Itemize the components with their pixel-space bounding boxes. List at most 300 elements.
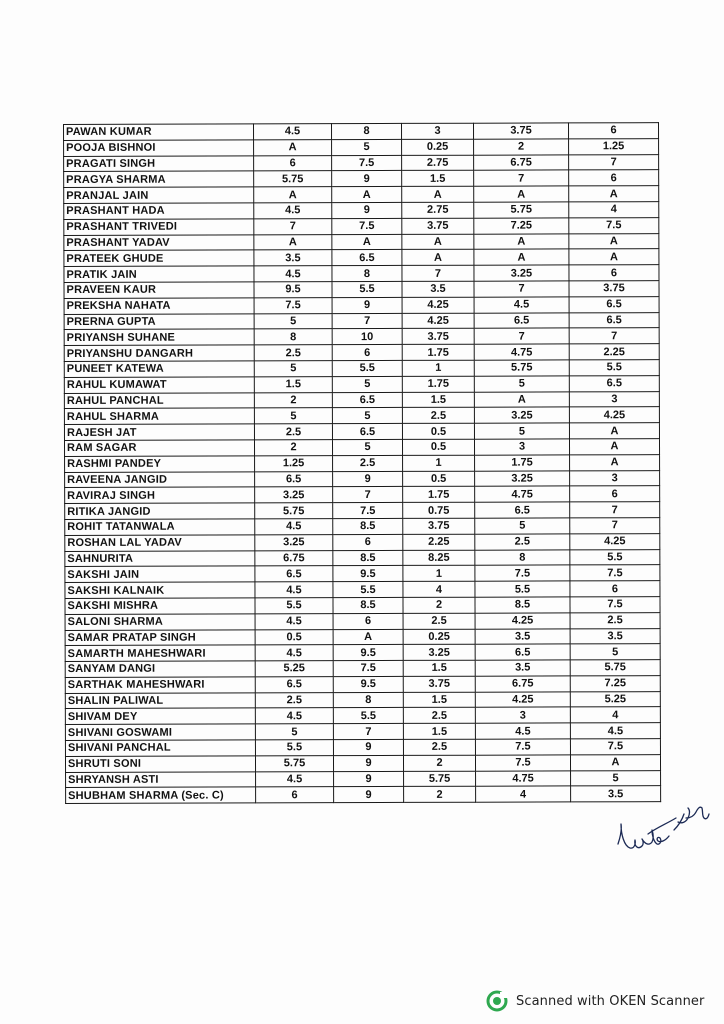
score-cell-4: 3.75 bbox=[473, 123, 568, 139]
score-cell-2: 8.5 bbox=[333, 518, 403, 534]
score-cell-4: 3 bbox=[474, 439, 569, 455]
score-cell-5: 5.5 bbox=[569, 360, 659, 376]
score-cell-1: 7.5 bbox=[254, 297, 332, 313]
score-cell-4: 3.25 bbox=[474, 265, 569, 281]
score-cell-2: 7 bbox=[333, 487, 403, 503]
score-cell-1: 1.25 bbox=[255, 455, 333, 471]
student-name-cell: PRAVEEN KAUR bbox=[64, 282, 254, 298]
student-name-cell: SHIVAM DEY bbox=[65, 708, 255, 724]
score-cell-3: 2 bbox=[403, 597, 475, 613]
score-cell-3: 4.25 bbox=[402, 297, 474, 313]
score-cell-3: 1 bbox=[403, 455, 475, 471]
score-cell-4: 4.25 bbox=[475, 613, 570, 629]
table-row bbox=[65, 676, 660, 694]
score-cell-4: 2 bbox=[474, 139, 569, 155]
score-cell-2: 9.5 bbox=[333, 645, 403, 661]
table-row bbox=[64, 265, 659, 283]
score-cell-5: 3 bbox=[570, 470, 660, 486]
score-cell-3: 1.5 bbox=[402, 392, 474, 408]
score-cell-2: 9 bbox=[332, 171, 402, 187]
score-cell-2: 5.5 bbox=[333, 708, 403, 724]
score-cell-4: 3.5 bbox=[475, 660, 570, 676]
score-cell-4: 3.5 bbox=[475, 628, 570, 644]
score-cell-4: 5.75 bbox=[474, 202, 569, 218]
student-name-cell: SAHNURITA bbox=[65, 550, 255, 566]
score-cell-4: 5 bbox=[475, 518, 570, 534]
score-cell-5: 6.5 bbox=[569, 375, 659, 391]
score-cell-2: A bbox=[332, 234, 402, 250]
table-row bbox=[65, 581, 660, 599]
score-cell-3: 2.25 bbox=[403, 534, 475, 550]
table-row bbox=[64, 312, 659, 330]
score-cell-3: 1.75 bbox=[402, 376, 474, 392]
score-cell-2: 6 bbox=[333, 534, 403, 550]
score-cell-3: 2.75 bbox=[402, 155, 474, 171]
table-row bbox=[65, 707, 660, 725]
score-cell-1: 5 bbox=[254, 361, 332, 377]
score-cell-3: 2 bbox=[403, 755, 475, 771]
score-cell-4: 6.5 bbox=[474, 312, 569, 328]
score-cell-5: A bbox=[569, 439, 659, 455]
table-row bbox=[65, 549, 660, 567]
score-cell-1: 5.75 bbox=[255, 503, 333, 519]
score-cell-3: 3.75 bbox=[402, 218, 474, 234]
score-cell-1: 1.5 bbox=[254, 376, 332, 392]
score-cell-2: 9 bbox=[333, 740, 403, 756]
score-cell-4: 4.75 bbox=[475, 486, 570, 502]
table-row bbox=[64, 423, 659, 441]
score-cell-2: 5.5 bbox=[332, 360, 402, 376]
score-cell-5: 1.25 bbox=[569, 138, 659, 154]
score-cell-3: 0.5 bbox=[403, 471, 475, 487]
marks-table bbox=[63, 122, 661, 804]
score-cell-5: 4.5 bbox=[570, 723, 660, 739]
score-cell-3: A bbox=[402, 186, 474, 202]
table-row bbox=[65, 739, 660, 757]
score-cell-4: 4.75 bbox=[476, 771, 571, 787]
score-cell-3: 0.25 bbox=[402, 139, 474, 155]
student-name-cell: SAKSHI MISHRA bbox=[65, 598, 255, 614]
score-cell-5: 3 bbox=[569, 391, 659, 407]
score-cell-1: 3.25 bbox=[255, 534, 333, 550]
score-cell-5: 2.25 bbox=[569, 344, 659, 360]
score-cell-5: 7.5 bbox=[570, 597, 660, 613]
score-cell-3: 3.75 bbox=[403, 676, 475, 692]
score-cell-1: 4.5 bbox=[254, 203, 332, 219]
table-row bbox=[64, 217, 659, 235]
score-cell-3: 7 bbox=[402, 265, 474, 281]
score-cell-1: 6.5 bbox=[255, 566, 333, 582]
table-row bbox=[65, 502, 660, 520]
student-name-cell: SAMAR PRATAP SINGH bbox=[65, 629, 255, 645]
student-name-cell: RAHUL KUMAWAT bbox=[64, 377, 254, 393]
score-cell-2: 6 bbox=[332, 345, 402, 361]
student-name-cell: PRATEEK GHUDE bbox=[64, 250, 254, 266]
student-name-cell: SHUBHAM SHARMA (Sec. C) bbox=[66, 787, 256, 803]
table-row bbox=[65, 533, 660, 551]
score-cell-2: 7 bbox=[332, 313, 402, 329]
score-cell-5: 6.5 bbox=[569, 296, 659, 312]
score-cell-3: 1 bbox=[403, 566, 475, 582]
student-name-cell: PRAGYA SHARMA bbox=[64, 171, 254, 187]
score-cell-3: 1.75 bbox=[402, 344, 474, 360]
table-row bbox=[64, 202, 659, 220]
score-cell-1: 9.5 bbox=[254, 282, 332, 298]
student-name-cell: POOJA BISHNOI bbox=[64, 140, 254, 156]
score-cell-4: 8 bbox=[475, 549, 570, 565]
table-row bbox=[65, 644, 660, 662]
score-cell-3: 3 bbox=[401, 123, 473, 139]
student-name-cell: SHALIN PALIWAL bbox=[65, 693, 255, 709]
score-cell-1: 3.5 bbox=[254, 250, 332, 266]
score-cell-5: 7.5 bbox=[570, 739, 660, 755]
table-row bbox=[64, 170, 659, 188]
score-cell-1: 6 bbox=[254, 155, 332, 171]
score-cell-3: 2 bbox=[404, 787, 476, 803]
score-cell-3: 5.75 bbox=[404, 771, 476, 787]
score-cell-4: 7 bbox=[474, 328, 569, 344]
score-cell-3: A bbox=[402, 234, 474, 250]
score-cell-3: 0.75 bbox=[403, 502, 475, 518]
table-row bbox=[66, 770, 661, 788]
score-cell-5: 7 bbox=[569, 328, 659, 344]
table-row bbox=[64, 328, 659, 346]
score-cell-3: 0.5 bbox=[402, 423, 474, 439]
score-cell-5: 7 bbox=[570, 502, 660, 518]
score-cell-1: 5.25 bbox=[255, 661, 333, 677]
score-cell-3: 2.5 bbox=[403, 708, 475, 724]
student-name-cell: ROSHAN LAL YADAV bbox=[65, 535, 255, 551]
table-row bbox=[64, 249, 659, 267]
student-name-cell: SAMARTH MAHESHWARI bbox=[65, 645, 255, 661]
score-cell-3: 1.5 bbox=[403, 692, 475, 708]
score-cell-2: 8 bbox=[332, 123, 402, 139]
table-row bbox=[64, 344, 659, 362]
score-cell-5: 6 bbox=[569, 265, 659, 281]
score-cell-4: 7.5 bbox=[475, 565, 570, 581]
score-cell-5: 6 bbox=[568, 123, 658, 139]
score-cell-1: 5 bbox=[254, 408, 332, 424]
score-cell-2: 7.5 bbox=[333, 503, 403, 519]
score-cell-1: 4.5 bbox=[255, 519, 333, 535]
score-cell-2: 9 bbox=[332, 297, 402, 313]
student-name-cell: SHRUTI SONI bbox=[65, 756, 255, 772]
score-cell-5: 7 bbox=[570, 518, 660, 534]
score-cell-2: A bbox=[333, 629, 403, 645]
table-row bbox=[64, 360, 659, 378]
table-row bbox=[64, 138, 659, 156]
score-cell-4: 2.5 bbox=[475, 534, 570, 550]
score-cell-2: 8.5 bbox=[333, 550, 403, 566]
score-cell-4: 8.5 bbox=[475, 597, 570, 613]
score-cell-2: 9 bbox=[333, 755, 403, 771]
score-cell-4: 5.75 bbox=[474, 360, 569, 376]
score-cell-1: 3.25 bbox=[255, 487, 333, 503]
score-cell-1: A bbox=[254, 187, 332, 203]
score-cell-2: 5.5 bbox=[332, 281, 402, 297]
score-cell-1: 5.75 bbox=[255, 756, 333, 772]
score-cell-1: 4.5 bbox=[254, 124, 332, 140]
student-name-cell: RAHUL SHARMA bbox=[64, 408, 254, 424]
table-row bbox=[65, 454, 660, 472]
student-name-cell: RAM SAGAR bbox=[64, 440, 254, 456]
score-cell-2: 5 bbox=[332, 408, 402, 424]
scanner-watermark bbox=[486, 990, 704, 1012]
student-name-cell: RASHMI PANDEY bbox=[65, 456, 255, 472]
score-cell-5: 3.5 bbox=[571, 786, 661, 802]
score-cell-4: 4.5 bbox=[474, 297, 569, 313]
score-cell-3: 2.5 bbox=[403, 613, 475, 629]
score-cell-3: 3.5 bbox=[402, 281, 474, 297]
marks-table-body bbox=[64, 123, 661, 804]
score-cell-2: 9.5 bbox=[333, 676, 403, 692]
student-name-cell: RAJESH JAT bbox=[64, 424, 254, 440]
score-cell-1: 6.5 bbox=[255, 471, 333, 487]
score-cell-5: 7.25 bbox=[570, 676, 660, 692]
score-cell-2: 9.5 bbox=[333, 566, 403, 582]
score-cell-4: 4 bbox=[476, 786, 571, 802]
score-cell-4: 6.5 bbox=[475, 644, 570, 660]
score-cell-3: 1 bbox=[402, 360, 474, 376]
scanner-watermark-text: Scanned with OKEN Scanner bbox=[516, 993, 705, 1009]
score-cell-4: 4.25 bbox=[475, 692, 570, 708]
score-cell-2: 7.5 bbox=[332, 218, 402, 234]
score-cell-1: A bbox=[254, 139, 332, 155]
score-cell-4: 6.75 bbox=[475, 676, 570, 692]
score-cell-1: 4.5 bbox=[254, 266, 332, 282]
score-cell-1: 4.5 bbox=[255, 582, 333, 598]
student-name-cell: ROHIT TATANWALA bbox=[65, 519, 255, 535]
score-cell-4: 5 bbox=[474, 423, 569, 439]
score-cell-5: 2.5 bbox=[570, 612, 660, 628]
score-cell-1: 5.5 bbox=[255, 598, 333, 614]
score-cell-5: 7.5 bbox=[570, 565, 660, 581]
score-cell-1: 4.5 bbox=[255, 708, 333, 724]
score-cell-4: 7.5 bbox=[475, 739, 570, 755]
score-cell-5: 4.25 bbox=[570, 533, 660, 549]
score-cell-3: 4 bbox=[403, 581, 475, 597]
student-name-cell: PRIYANSH SUHANE bbox=[64, 329, 254, 345]
student-name-cell: SARTHAK MAHESHWARI bbox=[65, 677, 255, 693]
student-name-cell: RAHUL PANCHAL bbox=[64, 392, 254, 408]
score-cell-1: 6.75 bbox=[255, 550, 333, 566]
score-cell-4: 3.25 bbox=[475, 470, 570, 486]
student-name-cell: PAWAN KUMAR bbox=[64, 124, 254, 140]
table-row bbox=[65, 597, 660, 615]
student-name-cell: PRANJAL JAIN bbox=[64, 187, 254, 203]
score-cell-2: 7 bbox=[333, 724, 403, 740]
score-cell-2: 6.5 bbox=[332, 392, 402, 408]
score-cell-2: 6.5 bbox=[332, 250, 402, 266]
table-row bbox=[64, 233, 659, 251]
student-name-cell: PRASHANT YADAV bbox=[64, 234, 254, 250]
score-cell-3: 0.25 bbox=[403, 629, 475, 645]
score-cell-1: 2.5 bbox=[255, 692, 333, 708]
score-cell-4: 1.75 bbox=[475, 455, 570, 471]
score-cell-4: 7.25 bbox=[474, 218, 569, 234]
score-cell-5: 7 bbox=[569, 154, 659, 170]
score-cell-4: 6.75 bbox=[474, 155, 569, 171]
score-cell-5: A bbox=[569, 233, 659, 249]
table-row bbox=[64, 281, 659, 299]
score-cell-3: 8.25 bbox=[403, 550, 475, 566]
student-name-cell: RAVIRAJ SINGH bbox=[65, 487, 255, 503]
table-row bbox=[65, 755, 660, 773]
score-cell-5: A bbox=[569, 423, 659, 439]
score-cell-2: 7.5 bbox=[332, 155, 402, 171]
student-name-cell: SAKSHI JAIN bbox=[65, 566, 255, 582]
table-row bbox=[65, 470, 660, 488]
score-cell-1: 4.5 bbox=[255, 645, 333, 661]
score-cell-4: 7 bbox=[474, 170, 569, 186]
score-cell-2: 9 bbox=[334, 771, 404, 787]
score-cell-3: 2.5 bbox=[403, 739, 475, 755]
score-cell-1: 4.5 bbox=[256, 771, 334, 787]
score-cell-1: 8 bbox=[254, 329, 332, 345]
table-row bbox=[66, 786, 661, 804]
score-cell-2: 9 bbox=[334, 787, 404, 803]
score-cell-5: 6 bbox=[570, 581, 660, 597]
score-cell-5: 5.25 bbox=[570, 691, 660, 707]
table-row bbox=[64, 375, 659, 393]
score-cell-2: 10 bbox=[332, 329, 402, 345]
score-cell-3: 2.5 bbox=[402, 408, 474, 424]
score-cell-1: 2.5 bbox=[254, 424, 332, 440]
score-cell-2: 5.5 bbox=[333, 582, 403, 598]
score-cell-1: 4.5 bbox=[255, 613, 333, 629]
score-cell-4: A bbox=[474, 186, 569, 202]
score-cell-5: 5.75 bbox=[570, 660, 660, 676]
table-row bbox=[65, 518, 660, 536]
score-cell-5: 5.5 bbox=[570, 549, 660, 565]
score-cell-3: 1.5 bbox=[403, 723, 475, 739]
score-cell-5: 5 bbox=[570, 644, 660, 660]
score-cell-3: 1.75 bbox=[403, 487, 475, 503]
score-cell-3: 3.75 bbox=[402, 329, 474, 345]
student-name-cell: PRATIK JAIN bbox=[64, 266, 254, 282]
student-name-cell: SALONI SHARMA bbox=[65, 614, 255, 630]
table-row bbox=[65, 628, 660, 646]
score-cell-5: A bbox=[569, 186, 659, 202]
score-cell-1: 2 bbox=[254, 392, 332, 408]
handwritten-signature bbox=[612, 800, 712, 860]
score-cell-2: 7.5 bbox=[333, 661, 403, 677]
score-cell-4: 7.5 bbox=[475, 755, 570, 771]
student-name-cell: PRASHANT HADA bbox=[64, 203, 254, 219]
score-cell-1: 5.75 bbox=[254, 171, 332, 187]
score-cell-3: 3.25 bbox=[403, 645, 475, 661]
score-cell-2: 6 bbox=[333, 613, 403, 629]
score-cell-1: 7 bbox=[254, 218, 332, 234]
student-name-cell: RITIKA JANGID bbox=[65, 503, 255, 519]
score-cell-1: 0.5 bbox=[255, 629, 333, 645]
score-cell-1: A bbox=[254, 234, 332, 250]
score-cell-3: 4.25 bbox=[402, 313, 474, 329]
score-cell-2: 6.5 bbox=[332, 424, 402, 440]
score-cell-4: 6.5 bbox=[475, 502, 570, 518]
table-row bbox=[65, 660, 660, 678]
score-cell-2: 9 bbox=[333, 471, 403, 487]
student-name-cell: SAKSHI KALNAIK bbox=[65, 582, 255, 598]
score-cell-2: 9 bbox=[332, 202, 402, 218]
student-name-cell: PRERNA GUPTA bbox=[64, 313, 254, 329]
score-cell-3: 2.75 bbox=[402, 202, 474, 218]
student-name-cell: PREKSHA NAHATA bbox=[64, 298, 254, 314]
score-cell-5: A bbox=[570, 755, 660, 771]
score-cell-5: 4 bbox=[569, 202, 659, 218]
score-cell-1: 2 bbox=[254, 440, 332, 456]
score-cell-2: 5 bbox=[332, 376, 402, 392]
score-cell-3: A bbox=[402, 250, 474, 266]
table-row bbox=[65, 691, 660, 709]
score-cell-2: A bbox=[332, 187, 402, 203]
score-cell-1: 6 bbox=[256, 787, 334, 803]
table-row bbox=[65, 612, 660, 630]
score-cell-1: 5 bbox=[255, 724, 333, 740]
table-row bbox=[64, 154, 659, 172]
score-cell-5: 6 bbox=[569, 170, 659, 186]
student-name-cell: PRASHANT TRIVEDI bbox=[64, 219, 254, 235]
score-cell-1: 5 bbox=[254, 313, 332, 329]
table-row bbox=[65, 565, 660, 583]
student-name-cell: SHIVANI GOSWAMI bbox=[65, 724, 255, 740]
student-name-cell: PRIYANSHU DANGARH bbox=[64, 345, 254, 361]
score-cell-2: 8 bbox=[333, 692, 403, 708]
score-cell-4: 3 bbox=[475, 707, 570, 723]
score-cell-4: A bbox=[474, 391, 569, 407]
student-name-cell: SHIVANI PANCHAL bbox=[65, 740, 255, 756]
score-cell-5: 4.25 bbox=[569, 407, 659, 423]
student-name-cell: RAVEENA JANGID bbox=[65, 471, 255, 487]
table-row bbox=[65, 723, 660, 741]
score-cell-5: A bbox=[570, 454, 660, 470]
score-cell-4: A bbox=[474, 233, 569, 249]
score-cell-5: 6 bbox=[570, 486, 660, 502]
student-name-cell: PUNEET KATEWA bbox=[64, 361, 254, 377]
table-row bbox=[64, 186, 659, 204]
score-cell-4: 5.5 bbox=[475, 581, 570, 597]
student-name-cell: PRAGATI SINGH bbox=[64, 155, 254, 171]
score-cell-5: A bbox=[569, 249, 659, 265]
score-cell-4: 4.5 bbox=[475, 723, 570, 739]
score-cell-3: 1.5 bbox=[403, 660, 475, 676]
table-row bbox=[65, 486, 660, 504]
score-cell-4: 4.75 bbox=[474, 344, 569, 360]
score-cell-1: 5.5 bbox=[255, 740, 333, 756]
score-cell-2: 8 bbox=[332, 266, 402, 282]
student-name-cell: SHRYANSH ASTI bbox=[66, 772, 256, 788]
table-row bbox=[64, 123, 659, 141]
score-cell-4: 5 bbox=[474, 376, 569, 392]
table-row bbox=[64, 296, 659, 314]
score-cell-2: 5 bbox=[332, 139, 402, 155]
table-row bbox=[64, 407, 659, 425]
score-cell-5: 3.5 bbox=[570, 628, 660, 644]
score-cell-4: 7 bbox=[474, 281, 569, 297]
score-cell-3: 1.5 bbox=[402, 171, 474, 187]
student-name-cell: SANYAM DANGI bbox=[65, 661, 255, 677]
score-cell-5: 7.5 bbox=[569, 217, 659, 233]
score-cell-1: 6.5 bbox=[255, 677, 333, 693]
scanner-logo-icon bbox=[486, 990, 508, 1012]
score-cell-4: A bbox=[474, 249, 569, 265]
score-cell-4: 3.25 bbox=[474, 407, 569, 423]
score-cell-2: 2.5 bbox=[333, 455, 403, 471]
score-cell-5: 4 bbox=[570, 707, 660, 723]
score-cell-3: 3.75 bbox=[403, 518, 475, 534]
table-row bbox=[64, 439, 659, 457]
score-cell-2: 5 bbox=[332, 439, 402, 455]
